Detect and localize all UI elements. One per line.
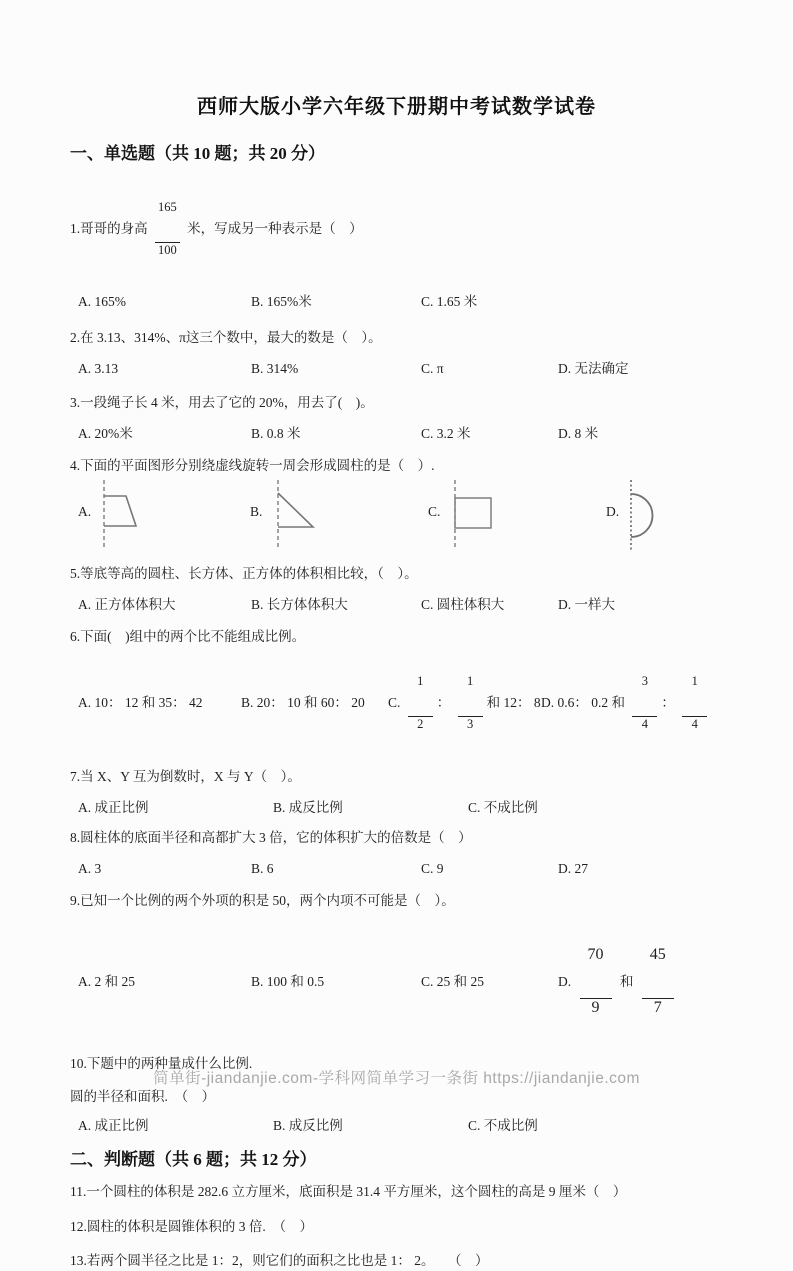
q6-option-b: B. 20： 10 和 60： 20 xyxy=(241,695,365,710)
q5-option-d: D. 一样大 xyxy=(558,597,615,612)
q5-option-c: C. 圆柱体积大 xyxy=(421,597,505,612)
q8-option-d: D. 27 xyxy=(558,861,588,876)
q6-option-a: A. 10： 12 和 35： 42 xyxy=(78,695,203,710)
question-2-options xyxy=(70,359,723,379)
q6-option-c-tail: 和 12： 8 xyxy=(486,695,541,710)
q6-option-d-colon: ： xyxy=(661,695,679,710)
q9-option-d-label: D. xyxy=(558,973,575,989)
question-7-options xyxy=(70,798,723,818)
figure-a-trapezoid xyxy=(102,480,142,548)
question-4-stem: 4.下面的平面图形分别绕虚线旋转一周会形成圆柱的是（ ）. xyxy=(70,458,435,473)
question-7-stem: 7.当 X、Y 互为倒数时，X 与 Y（ ）。 xyxy=(70,769,301,784)
q3-option-c: C. 3.2 米 xyxy=(421,426,471,441)
q1-fraction xyxy=(155,175,180,283)
q2-option-b: B. 314% xyxy=(251,361,299,376)
question-9-stem: 9.已知一个比例的两个外项的积是 50，两个内项不可能是（ ）。 xyxy=(70,893,455,908)
q10-option-c: C. 不成比例 xyxy=(468,1118,538,1134)
question-5-options xyxy=(70,595,723,615)
q1-stem-after: 米，写成另一种表示是（ ） xyxy=(183,221,363,236)
q1-fraction-denominator: 100 xyxy=(155,242,180,257)
q9-option-d-fraction-2: $\frac{45}{7}$ xyxy=(642,913,674,1050)
q9-option-a: A. 2 和 25 xyxy=(78,973,135,989)
q5-option-a: A. 正方体体积大 xyxy=(78,597,176,612)
q3-option-b: B. 0.8 米 xyxy=(251,426,301,441)
q9-option-d xyxy=(550,913,723,1050)
q1-option-b: B. 165%米 xyxy=(251,294,312,309)
figure-b-right-triangle xyxy=(276,480,320,548)
question-13-stem: 13.若两个圆半径之比是 1：2，则它们的面积之比也是 1： 2。 （ ） xyxy=(70,1253,489,1269)
q2-option-d: D. 无法确定 xyxy=(558,361,629,376)
q7-option-c: C. 不成比例 xyxy=(468,800,538,815)
q10-option-b: B. 成反比例 xyxy=(273,1118,343,1134)
q1-option-a: A. 165% xyxy=(78,294,126,309)
question-3-stem: 3.一段绳子长 4 米，用去了它的 20%，用去了( )。 xyxy=(70,395,374,410)
question-10-options xyxy=(70,1116,723,1136)
q6-option-d-fraction-1: $\frac{3}{4}$ xyxy=(632,649,657,757)
question-6-options xyxy=(70,649,723,757)
q8-option-b: B. 6 xyxy=(251,861,274,876)
figure-b-label: B. xyxy=(250,504,263,519)
section-2-heading: 二、判断题（共 6 题；共 12 分） xyxy=(70,1150,317,1170)
question-12-stem: 12.圆柱的体积是圆锥体积的 3 倍. （ ） xyxy=(70,1219,313,1235)
q6-option-c-colon: ： xyxy=(436,695,454,710)
question-1-stem xyxy=(70,175,723,283)
q1-fraction-numerator: 165 xyxy=(158,200,177,215)
q6-option-d-label: D. 0.6： 0.2 和 xyxy=(541,695,629,710)
q2-option-a: A. 3.13 xyxy=(78,361,119,376)
q2-option-c: C. π xyxy=(421,361,444,376)
q9-option-c: C. 25 和 25 xyxy=(421,973,485,989)
q6-option-c-label: C. xyxy=(388,695,404,710)
question-5-stem: 5.等底等高的圆柱、长方体、正方体的体积相比较，（ ）。 xyxy=(70,566,418,581)
question-10-stem-line2: 圆的半径和面积. （ ） xyxy=(70,1089,216,1105)
question-11-stem: 11.一个圆柱的体积是 282.6 立方厘米，底面积是 31.4 平方厘米，这个圆柱的高是 9 厘米（ ） xyxy=(70,1184,627,1200)
q6-option-d-fraction-2: $\frac{1}{4}$ xyxy=(682,649,707,757)
section-1-heading: 一、单选题（共 10 题；共 20 分） xyxy=(70,144,325,163)
q3-option-a: A. 20%米 xyxy=(78,426,133,441)
question-10-stem: 10.下题中的两种量成什么比例. xyxy=(70,1056,253,1072)
q6-option-c-fraction-1: $\frac{1}{2}$ xyxy=(408,649,433,757)
q8-option-c: C. 9 xyxy=(421,861,444,876)
watermark-footer: 简单街-jiandanjie.com-学科网简单学习一条街 https://jiandanjie.com xyxy=(153,1070,640,1087)
q6-option-c-fraction-2: $\frac{1}{3}$ xyxy=(458,649,483,757)
question-2-stem: 2.在 3.13、314%、π这三个数中，最大的数是（ ）。 xyxy=(70,330,382,345)
q7-option-a: A. 成正比例 xyxy=(78,800,149,815)
figure-d-semicircle xyxy=(628,480,658,552)
page-title: 西师大版小学六年级下册期中考试数学试卷 xyxy=(197,96,596,118)
question-6-stem: 6.下面( )组中的两个比不能组成比例。 xyxy=(70,629,306,644)
question-9-options xyxy=(70,913,723,1050)
q3-option-d: D. 8 米 xyxy=(558,426,599,441)
figure-d-label: D. xyxy=(606,504,620,519)
q7-option-b: B. 成反比例 xyxy=(273,800,343,815)
q1-stem-before: 1.哥哥的身高 xyxy=(70,221,151,236)
q9-option-b: B. 100 和 0.5 xyxy=(251,973,325,989)
question-8-stem: 8.圆柱体的底面半径和高都扩大 3 倍，它的体积扩大的倍数是（ ） xyxy=(70,830,472,845)
q5-option-b: B. 长方体体积大 xyxy=(251,597,348,612)
figure-a-label: A. xyxy=(78,504,92,519)
question-1-options xyxy=(70,292,723,312)
q8-option-a: A. 3 xyxy=(78,861,102,876)
q9-option-d-and: 和 xyxy=(616,973,637,989)
q6-option-d xyxy=(533,649,723,757)
question-3-options xyxy=(70,424,723,444)
question-8-options xyxy=(70,859,723,879)
question-4-figures xyxy=(70,478,723,552)
q1-option-c: C. 1.65 米 xyxy=(421,294,478,309)
q10-option-a: A. 成正比例 xyxy=(78,1118,149,1134)
figure-c-label: C. xyxy=(428,504,441,519)
figure-c-rectangle xyxy=(453,480,497,548)
q6-option-c xyxy=(380,649,541,757)
q9-option-d-fraction-1: $\frac{70}{9}$ xyxy=(580,913,612,1050)
